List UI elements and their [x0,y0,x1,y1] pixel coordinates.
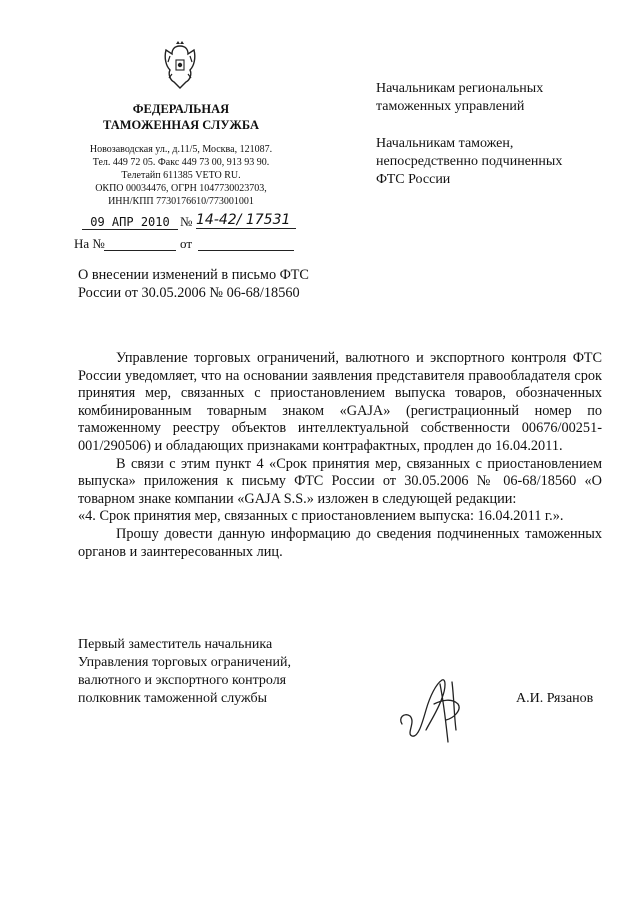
address-line: ОКПО 00034476, ОГРН 1047730023703, [95,183,267,194]
reference-label: На № [74,236,105,251]
signatory-title-line: валютного и экспортного контроля [78,673,287,688]
signatory-title-line: полковник таможенной службы [78,691,268,706]
address-line: ИНН/КПП 7730176610/773001001 [108,196,254,207]
org-name-line2: ТАМОЖЕННАЯ СЛУЖБА [103,118,259,132]
letter-date: 09 АПР 2010 [82,215,178,230]
coat-of-arms-icon [160,40,200,92]
signatory-name: А.И. Рязанов [516,691,594,706]
reference-number-line [104,236,176,251]
subject-line: О внесении изменений в письмо ФТС [78,267,309,283]
reference-date-label: от [180,236,193,251]
recipient-block-1 [376,80,543,116]
address-line: Тел. 449 72 05. Факс 449 73 00, 913 93 90. [92,157,270,168]
reference-date-line [198,236,294,251]
recipient-line: ФТС России [376,172,451,187]
letter-number: 14-42/ 17531 [196,212,296,229]
recipient-line: таможенных управлений [376,99,525,114]
signatory-title-line: Первый заместитель начальника [78,637,273,652]
handwritten-signature-icon [396,664,468,746]
signatory-title [78,636,291,708]
number-prefix: № [180,214,193,229]
signatory-title-line: Управления торговых ограничений, [78,655,291,670]
org-name-line1: ФЕДЕРАЛЬНАЯ [132,102,230,116]
address-line: Телетайп 611385 VETO RU. [121,170,241,181]
body-paragraph: «4. Срок принятия мер, связанных с приостановлением выпуска: 16.04.2011 г.». [78,508,564,525]
body-paragraph: Управление торговых ограничений, валютного и экспортного контроля ФТС России уведомляет, что на основании заявления представителя правообладателя срок принятия мер, связанных с приостановлением выпуска товаров, обозначенных комбинированным товарным знаком «GAJA» (регистрационный номер по таможенному реестру объектов интеллектуальной собственности 00676/00251-001/290506) и обладающих признаками контрафактных, продлен до 16.04.2011. [78,350,602,454]
letter-subject [78,266,309,302]
recipient-block-2 [376,135,562,189]
body-paragraph: Прошу довести данную информацию до сведения подчиненных таможенных органов и заинтересованных лиц. [78,525,602,560]
letter-body [78,350,602,561]
recipient-line: Начальникам региональных [376,81,544,96]
recipient-line: Начальникам таможен, [376,136,514,151]
recipient-line: непосредственно подчиненных [376,154,563,169]
subject-line: России от 30.05.2006 № 06-68/18560 [78,285,300,301]
address-line: Новозаводская ул., д.11/5, Москва, 121087. [89,144,273,155]
body-paragraph: В связи с этим пункт 4 «Срок принятия мер, связанных с приостановлением выпуска» приложения к письму ФТС России от 30.05.2006 № 06-68/18560 «О товарном знаке компании «GAJA S.S.» изложен в следующей редакции: [78,455,602,507]
